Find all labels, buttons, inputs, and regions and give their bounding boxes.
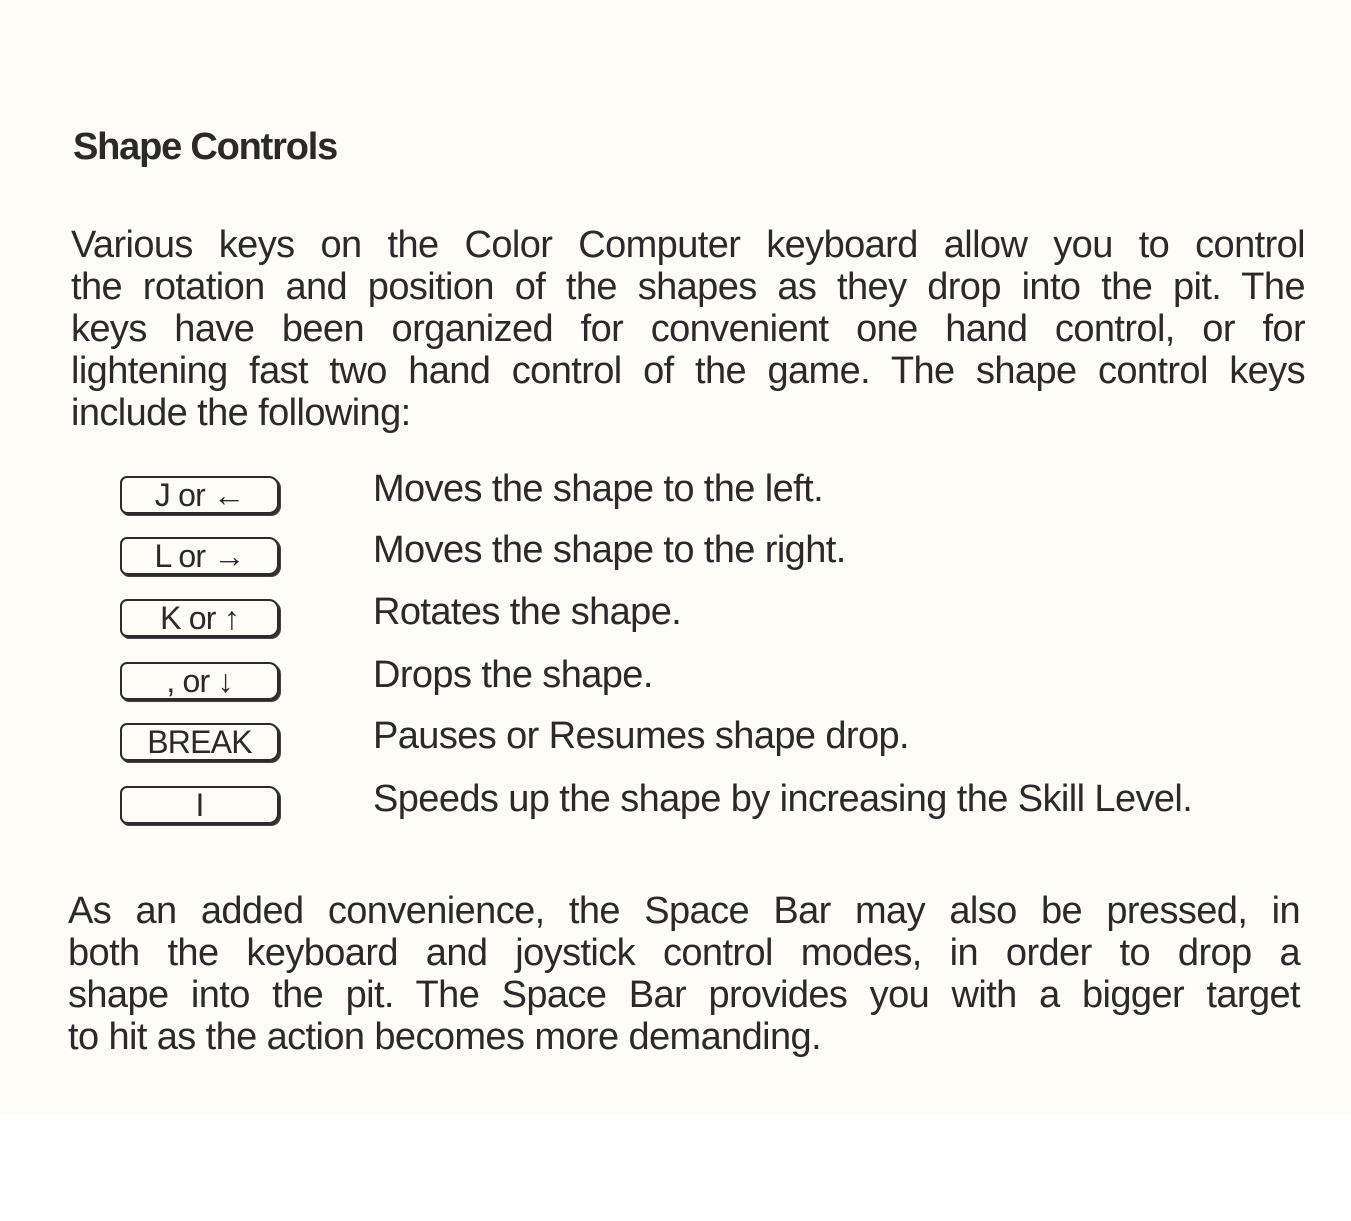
keycap-speed: I	[120, 786, 279, 824]
keycap-break: BREAK	[120, 723, 279, 761]
keycap-rotate: K or ↑	[120, 599, 279, 637]
key-control-row	[0, 715, 1351, 773]
intro-line: the rotation and position of the shapes as they drop into the pit. The	[71, 266, 1305, 308]
outro-line: both the keyboard and joystick control modes, in order to drop a	[68, 932, 1300, 974]
key-description: Pauses or Resumes shape drop.	[373, 715, 910, 757]
key-control-row	[0, 778, 1351, 836]
intro-paragraph	[71, 224, 1305, 434]
outro-paragraph	[68, 890, 1300, 1058]
outro-line: shape into the pit. The Space Bar provides you with a bigger target	[68, 974, 1300, 1016]
key-description: Rotates the shape.	[373, 591, 682, 633]
key-control-row	[0, 591, 1351, 649]
key-control-row	[0, 654, 1351, 712]
intro-line: include the following:	[71, 392, 411, 434]
keycap-right: L or →	[120, 537, 279, 575]
key-control-row	[0, 468, 1351, 526]
key-description: Drops the shape.	[373, 654, 653, 696]
page-bottom-margin	[0, 1115, 1351, 1221]
section-heading: Shape Controls	[73, 126, 338, 168]
outro-line: to hit as the action becomes more demanding.	[68, 1016, 822, 1058]
keycap-left: J or ←	[120, 476, 279, 514]
key-description: Moves the shape to the right.	[373, 529, 846, 571]
intro-line: keys have been organized for convenient one hand control, or for	[71, 308, 1305, 350]
outro-line: As an added convenience, the Space Bar may also be pressed, in	[68, 890, 1300, 932]
key-control-row	[0, 529, 1351, 587]
keycap-drop: , or ↓	[120, 662, 279, 700]
intro-line: lightening fast two hand control of the game. The shape control keys	[71, 350, 1305, 392]
key-description: Speeds up the shape by increasing the Skill Level.	[373, 778, 1193, 820]
intro-line: Various keys on the Color Computer keyboard allow you to control	[71, 224, 1305, 266]
key-description: Moves the shape to the left.	[373, 468, 824, 510]
